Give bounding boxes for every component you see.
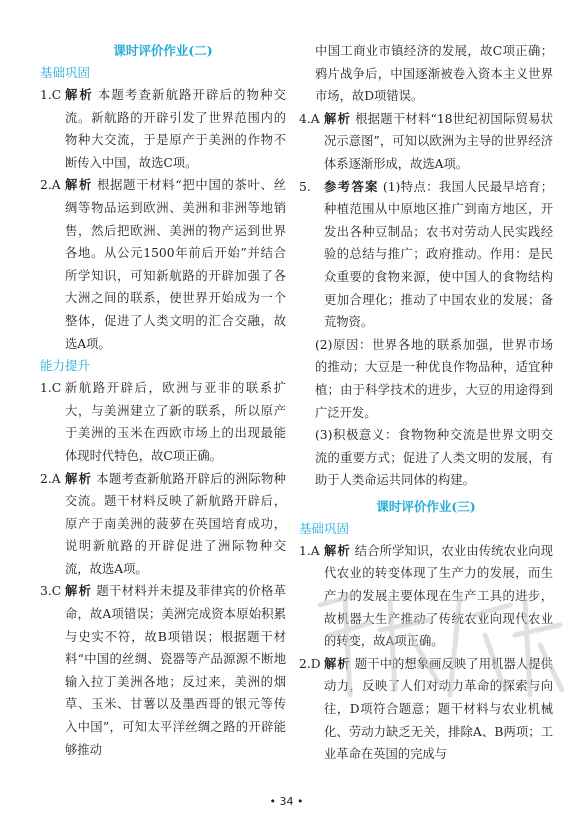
answer-item <box>40 174 286 355</box>
answer-item <box>40 580 286 761</box>
answer-text: 题干中的想象画反映了用机器人提供动力，反映了人们对动力革命的探索与向往，D项符合题意；题干材料与农业机械化、劳动力缺乏无关，排除A、B两项；工业革命在英国的完成与 <box>324 656 553 762</box>
answer-item <box>299 653 553 766</box>
right-column <box>299 40 553 766</box>
section-title: 课时评价作业(二) <box>113 43 213 58</box>
answer-text: 本题考查新航路开辟后的洲际物种交流。题干材料反映了新航路开辟后，原产于南美洲的菠萝在英国培育成功，说明新航路的开辟促进了洲际物种交流，故选A项。 <box>65 471 286 576</box>
answer-text: (1)特点：我国人民最早培育；种植范围从中原地区推广到南方地区，开发出各种豆制品；农书对劳动人民实践经验的总结与推广；政府推动。作用：是民众重要的食物来源，使中国人的食物结构更加合理化；推动了中国农业的发展；备荒物资。 <box>324 179 553 330</box>
answer-number: 1.A <box>299 543 320 558</box>
answer-number: 2.D <box>299 656 321 671</box>
answer-paragraph: (3)积极意义：食物物种交流是世界文明交流的重要方式；促进了人类文明的发展，有助于人类命运共同体的构建。 <box>315 428 553 488</box>
subsection-heading-ability: 能力提升 <box>40 358 91 374</box>
answer-number: 4.A <box>299 111 320 126</box>
answer-paragraph: (2)原因：世界各地的联系加强，世界市场的推动；大豆是一种优良作物品种，适宜种植；由于科学技术的进步，大豆的用途得到广泛开发。 <box>315 337 553 420</box>
page-number: • 34 • <box>269 795 304 808</box>
analysis-tag: 解析 <box>324 111 352 126</box>
answer-number: 3.C <box>40 584 62 599</box>
answer-number: 2.A <box>40 178 61 193</box>
analysis-tag: 解析 <box>324 543 351 558</box>
answer-text: 结合所学知识，农业由传统农业向现代农业的转变体现了生产力的发展，而生产力的发展主要体现在生产工具的进步，故机器大生产推动了传统农业向现代农业的转变，故A项正确。 <box>324 543 553 649</box>
analysis-tag: 解析 <box>65 88 95 102</box>
answer-item <box>40 468 286 581</box>
answer-text: 根据题干材料“把中国的茶叶、丝绸等物品运到欧洲、美洲和非洲等地销售，然后把欧洲、美洲的物产运到世界各地。从公元1500年前后开始”并结合所学知识，可知新航路的开辟加强了各大洲之间的联系，使世界开始成为一个整体，促进了人类文明的汇合交融，故选A项。 <box>65 178 286 351</box>
continued-text: 中国工商业市镇经济的发展，故C项正确；鸦片战争后，中国逐渐被卷入资本主义世界市场，故D项错误。 <box>315 44 553 104</box>
subsection-heading-basic: 基础巩固 <box>299 520 350 536</box>
answer-number: 5. <box>299 179 311 194</box>
answer-item <box>299 540 553 653</box>
answer-text: 本题考查新航路开辟后的物种交流。新航路的开辟引发了世界范围内的物种大交流，于是原产于美洲的作物不断传入中国，故选C项。 <box>65 88 286 170</box>
answer-text: 新航路开辟后，欧洲与亚非的联系扩大，与美洲建立了新的联系，所以原产于美洲的玉米在西欧市场上的出现最能体现时代特色，故C项正确。 <box>65 381 286 463</box>
answer-number: 1.C <box>40 381 62 396</box>
answer-text: 题干材料并未提及菲律宾的价格革命，故A项错误；美洲完成资本原始积累与史实不符，故B项错误；根据题干材料“中国的丝绸、瓷器等产品源源不断地输入拉丁美洲各地；反过来，美洲的烟草、玉米、甘薯以及墨西哥的银元等传入中国”，可知太平洋丝绸之路的开辟能够推动 <box>65 584 286 757</box>
analysis-tag: 解析 <box>65 471 93 486</box>
reference-answer-tag: 参考答案 <box>324 179 379 194</box>
answer-number: 1.C <box>40 88 62 102</box>
section-title: 课时评价作业(三) <box>376 498 476 514</box>
answer-item <box>299 176 553 334</box>
subsection-heading-basic: 基础巩固 <box>40 65 91 80</box>
answer-item <box>40 84 286 174</box>
analysis-tag: 解析 <box>65 584 93 599</box>
analysis-tag: 解析 <box>324 656 351 671</box>
analysis-tag: 解析 <box>65 178 94 193</box>
answer-text: 根据题干材料“18世纪初国际贸易状况示意图”，可知以欧洲为主导的世界经济体系逐渐形成，故选A项。 <box>324 111 553 171</box>
answer-item <box>299 108 553 176</box>
left-column <box>40 40 286 761</box>
answer-item <box>40 377 286 467</box>
answer-number: 2.A <box>40 471 61 486</box>
